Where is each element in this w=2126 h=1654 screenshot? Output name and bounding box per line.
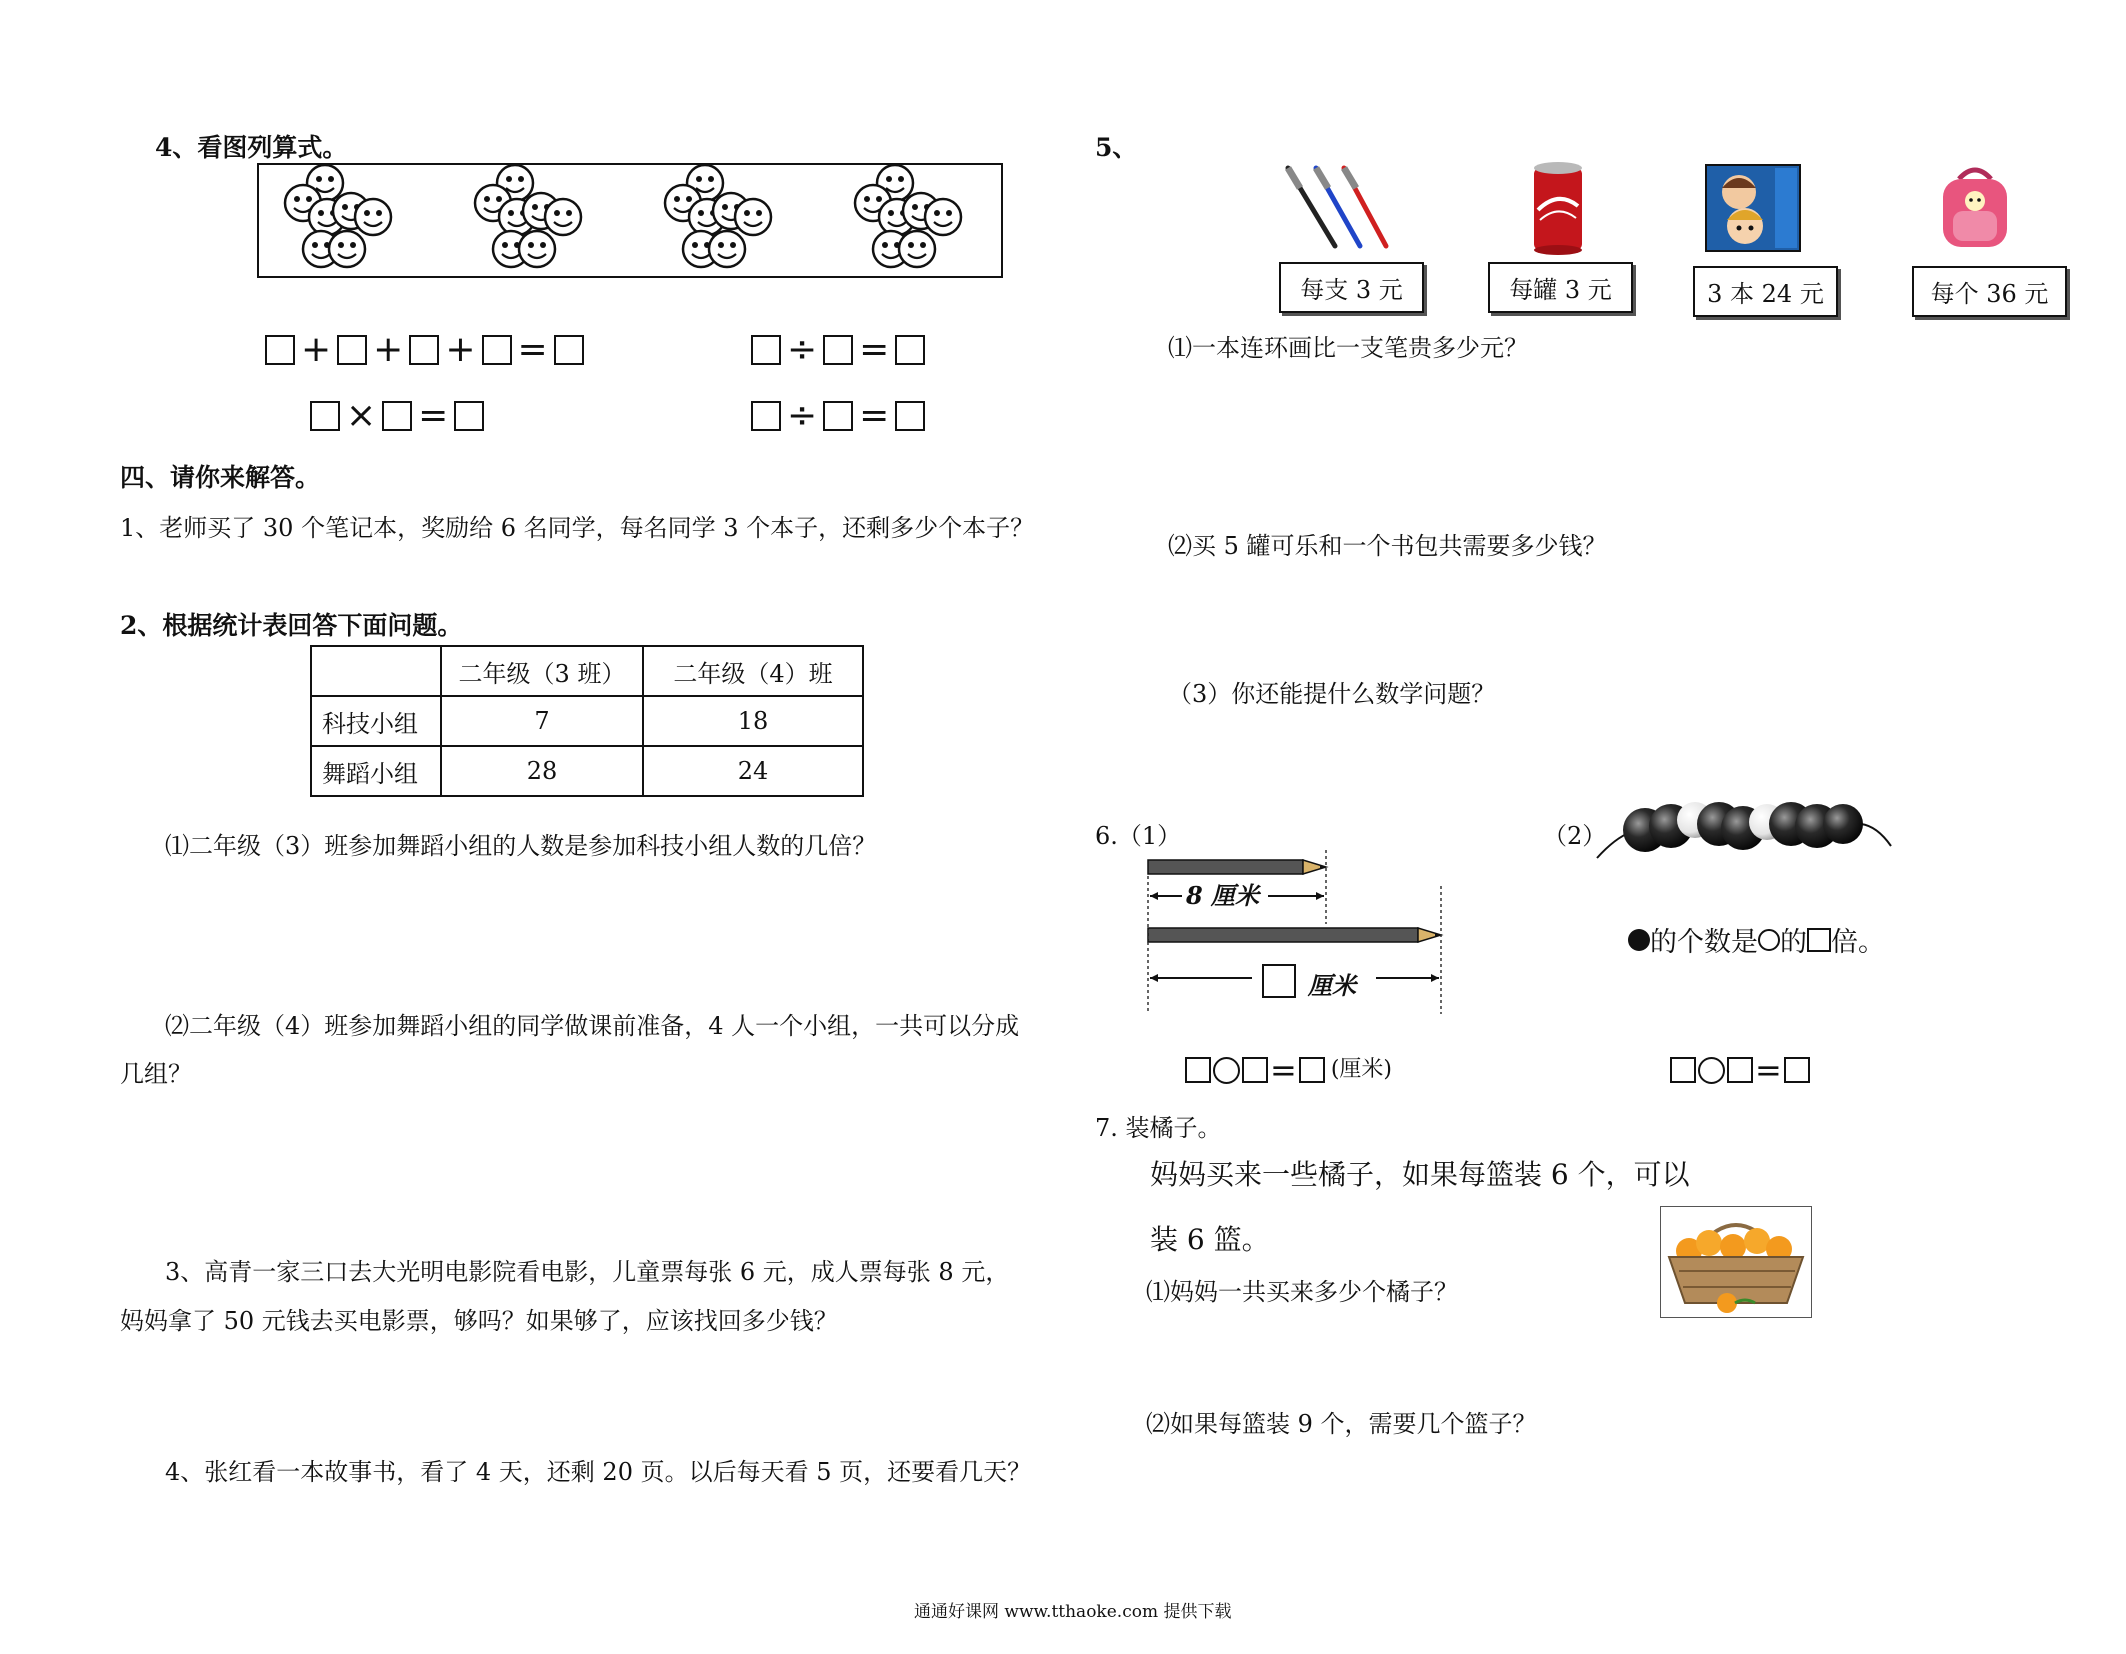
q6-label-1: 6.（1）	[1095, 822, 1182, 850]
equation-multiplication: × =	[310, 398, 484, 434]
answer-box[interactable]	[337, 335, 367, 365]
bead-text-a: 的个数是	[1650, 927, 1758, 958]
footer-source[interactable]: 通通好课网 www.tthaoke.com 提供下载	[914, 1602, 1232, 1622]
answer-box[interactable]	[895, 335, 925, 365]
answer-box[interactable]	[554, 335, 584, 365]
answer-box[interactable]	[1185, 1057, 1211, 1083]
pencil-measure-figure	[1140, 846, 1470, 1016]
bead-sentence	[1628, 920, 1885, 959]
q7-text-a: 妈妈买来一些橘子，如果每篮装 6 个，可以	[1150, 1158, 1690, 1191]
table-cell: 18	[643, 696, 863, 746]
table-header-cell: 二年级（3 班）	[441, 646, 643, 696]
unit-label: (厘米)	[1330, 1057, 1392, 1082]
smiley-group-1	[285, 165, 391, 267]
answer-box[interactable]	[1807, 928, 1831, 952]
q5-question-2: ⑵买 5 罐可乐和一个书包共需要多少钱？	[1168, 532, 1607, 560]
equation-addition: + + + =	[265, 332, 584, 368]
answer-box[interactable]	[895, 401, 925, 431]
price-tag-backpack: 每个 36 元	[1912, 266, 2067, 317]
answer-box[interactable]	[1242, 1057, 1268, 1083]
answer-box[interactable]	[1784, 1057, 1810, 1083]
table-cell: 24	[643, 746, 863, 796]
orange-basket-picture	[1660, 1206, 1812, 1318]
table-row	[311, 746, 863, 796]
smiley-group-3	[665, 165, 771, 267]
bead-text-b: 的	[1780, 927, 1807, 958]
problem-3b: 妈妈拿了 50 元钱去买电影票，够吗？如果够了，应该找回多少钱？	[120, 1307, 838, 1335]
smiley-picture-box	[257, 163, 1003, 278]
q6-equation-1: = (厘米)	[1185, 1054, 1392, 1086]
q7-question-1: ⑴妈妈一共买来多少个橘子？	[1146, 1278, 1458, 1306]
table-cell: 7	[441, 696, 643, 746]
price-tag-comic: 3 本 24 元	[1693, 266, 1838, 317]
black-dot-icon	[1628, 929, 1650, 951]
answer-box[interactable]	[823, 335, 853, 365]
q7-question-2: ⑵如果每篮装 9 个，需要几个篮子？	[1146, 1410, 1537, 1438]
backpack-icon	[1935, 165, 2015, 251]
equation-division-2: ÷ =	[751, 398, 925, 434]
price-tag-cola: 每罐 3 元	[1488, 262, 1633, 313]
problem-2-question-2b: 几组？	[120, 1060, 192, 1088]
smiley-group-4	[855, 165, 961, 267]
answer-box[interactable]	[751, 335, 781, 365]
q6-label-2: （2）	[1543, 822, 1607, 850]
table-header-cell: 二年级（4）班	[643, 646, 863, 696]
smiley-groups-illustration	[259, 165, 1000, 275]
price-tag-pen: 每支 3 元	[1279, 262, 1424, 313]
answer-box[interactable]	[265, 335, 295, 365]
answer-box[interactable]	[409, 335, 439, 365]
answer-box[interactable]	[482, 335, 512, 365]
operator-circle[interactable]	[1213, 1057, 1240, 1084]
answer-box[interactable]	[1727, 1057, 1753, 1083]
white-dot-icon	[1758, 929, 1780, 951]
answer-box[interactable]	[382, 401, 412, 431]
q7-title: 7. 装橘子。	[1095, 1114, 1222, 1142]
problem-2-question-1: ⑴二年级（3）班参加舞蹈小组的人数是参加科技小组人数的几倍？	[165, 832, 877, 860]
q5-title: 5、	[1095, 133, 1138, 162]
table-cell: 28	[441, 746, 643, 796]
operator-circle[interactable]	[1698, 1057, 1725, 1084]
q5-question-3: （3）你还能提什么数学问题？	[1168, 680, 1496, 708]
table-header-row	[311, 646, 863, 696]
cola-can-icon	[1530, 160, 1586, 256]
bead-text-c: 倍。	[1831, 927, 1885, 958]
pens-icon	[1280, 162, 1400, 252]
answer-box[interactable]	[310, 401, 340, 431]
smiley-group-2	[475, 165, 581, 267]
ruler-top-label: 8 厘米	[1186, 881, 1260, 910]
beads-string-figure	[1595, 788, 1895, 868]
statistics-table	[310, 645, 864, 797]
q7-text-b: 装 6 篮。	[1150, 1223, 1270, 1256]
problem-3a: 3、高青一家三口去大光明电影院看电影，儿童票每张 6 元，成人票每张 8 元，	[165, 1258, 1010, 1286]
q6-equation-2: =	[1670, 1054, 1810, 1086]
answer-box[interactable]	[1670, 1057, 1696, 1083]
table-corner-cell	[311, 646, 441, 696]
row-label: 舞蹈小组	[311, 746, 441, 796]
ruler-answer-box[interactable]	[1262, 964, 1296, 998]
problem-4: 4、张红看一本故事书，看了 4 天，还剩 20 页。以后每天看 5 页，还要看几天？	[165, 1458, 1032, 1486]
answer-box[interactable]	[1299, 1057, 1325, 1083]
answer-box[interactable]	[751, 401, 781, 431]
q5-question-1: ⑴一本连环画比一支笔贵多少元？	[1168, 334, 1528, 362]
problem-1: 1、老师买了 30 个笔记本，奖励给 6 名同学，每名同学 3 个本子，还剩多少个本子？	[120, 514, 1035, 542]
problem-2-question-2a: ⑵二年级（4）班参加舞蹈小组的同学做课前准备，4 人一个小组，一共可以分成	[165, 1012, 1020, 1040]
comic-book-icon	[1705, 164, 1801, 252]
answer-box[interactable]	[454, 401, 484, 431]
orange-basket-icon	[1661, 1207, 1811, 1317]
q4-title: 4、看图列算式。	[155, 133, 348, 162]
row-label: 科技小组	[311, 696, 441, 746]
section4-title: 四、请你来解答。	[120, 463, 321, 492]
table-row	[311, 696, 863, 746]
answer-box[interactable]	[823, 401, 853, 431]
problem-2-title: 2、根据统计表回答下面问题。	[120, 611, 463, 640]
ruler-bottom-label: 厘米	[1308, 971, 1356, 1000]
equation-division-1: ÷ =	[751, 332, 925, 368]
